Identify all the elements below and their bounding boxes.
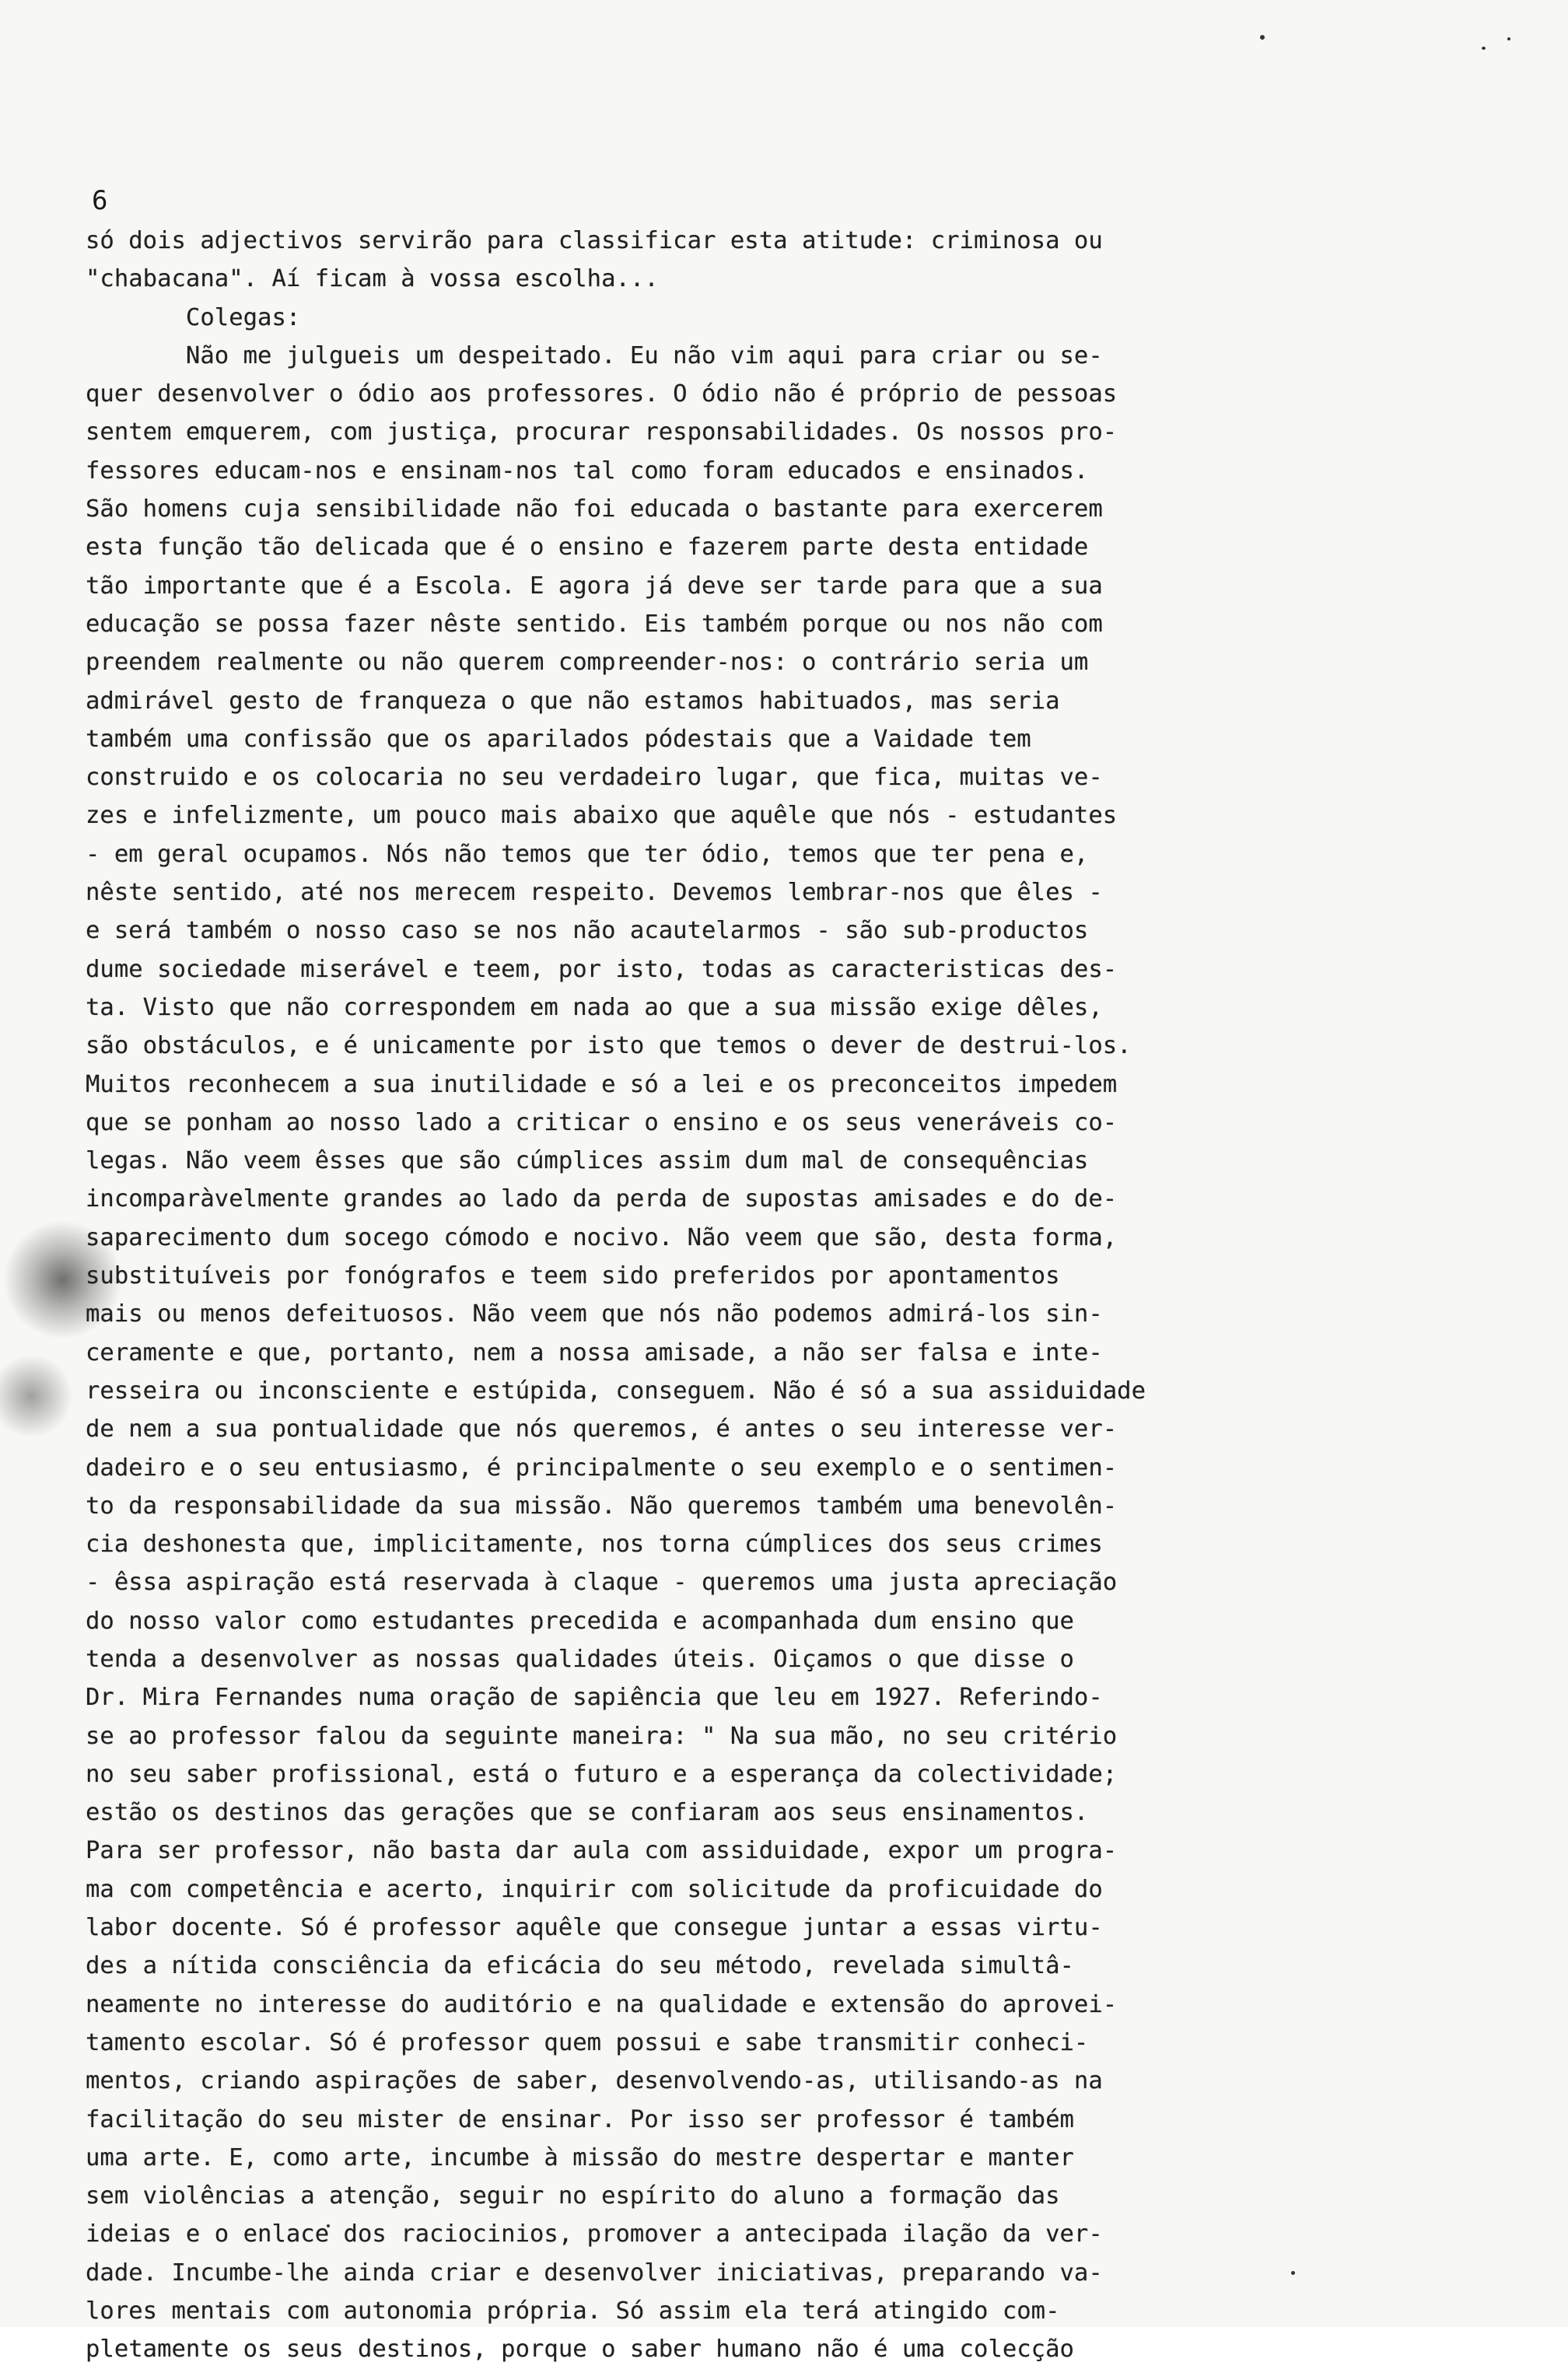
text-line: "chabacana". Aí ficam à vossa escolha... <box>86 265 659 293</box>
text-line: dade. Incumbe-lhe ainda criar e desenvolver iniciativas, preparando va- <box>86 2259 1103 2287</box>
text-line: uma arte. E, como arte, incumbe à missão do mestre despertar e manter <box>86 2143 1074 2171</box>
text-line: só dois adjectivos servirão para classificar esta atitude: criminosa ou <box>86 227 1103 254</box>
text-line: Dr. Mira Fernandes numa oração de sapiência que leu em 1927. Referindo- <box>86 1684 1103 1712</box>
text-line: ideias e o enlace dos raciocinios, promover a antecipada ilação da ver- <box>86 2220 1103 2248</box>
text-line: educação se possa fazer nêste sentido. Eis também porque ou nos não com <box>86 610 1103 638</box>
text-line: sem violências a atenção, seguir no espírito do aluno a formação das <box>86 2182 1060 2210</box>
text-line: se ao professor falou da seguinte maneira: " Na sua mão, no seu critério <box>86 1722 1118 1750</box>
text-line: de nem a sua pontualidade que nós queremos, é antes o seu interesse ver- <box>86 1415 1118 1443</box>
text-line: sentem emquerem, com justiça, procurar responsabilidades. Os nossos pro- <box>86 418 1118 446</box>
ink-speck <box>1260 35 1265 40</box>
text-line: lores mentais com autonomia própria. Só assim ela terá atingido com- <box>86 2297 1060 2325</box>
text-line: tenda a desenvolver as nossas qualidades úteis. Oiçamos o que disse o <box>86 1645 1074 1673</box>
text-line: São homens cuja sensibilidade não foi educada o bastante para exercerem <box>86 495 1103 523</box>
text-line: estão os destinos das gerações que se confiaram aos seus ensinamentos. <box>86 1799 1089 1827</box>
text-line: construido e os colocaria no seu verdadeiro lugar, que fica, muitas ve- <box>86 764 1103 792</box>
text-line: - êssa aspiração está reservada à claque - queremos uma justa apreciação <box>86 1569 1118 1597</box>
text-line: mais ou menos defeituosos. Não veem que nós não podemos admirá-los sin- <box>86 1300 1103 1328</box>
typed-text-body <box>86 222 1478 2369</box>
text-line: Para ser professor, não basta dar aula com assiduidade, expor um progra- <box>86 1837 1118 1865</box>
text-line: quer desenvolver o ódio aos professores. O ódio não é próprio de pessoas <box>86 380 1118 408</box>
text-line: no seu saber profissional, está o futuro e a esperança da colectividade; <box>86 1760 1118 1788</box>
text-line: mentos, criando aspirações de saber, desenvolvendo-as, utilisando-as na <box>86 2067 1103 2095</box>
text-line: cia deshonesta que, implicitamente, nos torna cúmplices dos seus crimes <box>86 1531 1103 1559</box>
text-line: Não me julgueis um despeitado. Eu não vim aqui para criar ou se- <box>86 341 1103 369</box>
text-line: dadeiro e o seu entusiasmo, é principalmente o seu exemplo e o sentimen- <box>86 1454 1118 1482</box>
text-line: ceramente e que, portanto, nem a nossa amisade, a não ser falsa e inte- <box>86 1338 1103 1366</box>
text-line: des a nítida consciência da eficácia do seu método, revelada simultâ- <box>86 1952 1074 1980</box>
text-line: legas. Não veem êsses que são cúmplices assim dum mal de consequências <box>86 1147 1089 1175</box>
text-line: Muitos reconhecem a sua inutilidade e só a lei e os preconceitos impedem <box>86 1070 1118 1098</box>
text-line: facilitação do seu mister de ensinar. Por isso ser professor é também <box>86 2105 1074 2133</box>
text-line: resseira ou inconsciente e estúpida, conseguem. Não é só a sua assiduidade <box>86 1377 1146 1405</box>
text-line: e será também o nosso caso se nos não acautelarmos - são sub-productos <box>86 917 1089 945</box>
text-line: ma com competência e acerto, inquirir com solicitude da proficuidade do <box>86 1875 1103 1903</box>
text-line: esta função tão delicada que é o ensino e fazerem parte desta entidade <box>86 534 1089 562</box>
text-line: que se ponham ao nosso lado a criticar o ensino e os seus veneráveis co- <box>86 1108 1118 1136</box>
text-line: são obstáculos, e é unicamente por isto que temos o dever de destrui-los. <box>86 1032 1132 1060</box>
text-line: substituíveis por fonógrafos e teem sido preferidos por apontamentos <box>86 1262 1060 1290</box>
text-line: do nosso valor como estudantes precedida e acompanhada dum ensino que <box>86 1607 1074 1635</box>
text-line: fessores educam-nos e ensinam-nos tal como foram educados e ensinados. <box>86 457 1089 485</box>
text-line: Colegas: <box>86 303 301 331</box>
text-line: to da responsabilidade da sua missão. Não queremos também uma benevolên- <box>86 1492 1118 1520</box>
text-line: preendem realmente ou não querem compreender-nos: o contrário seria um <box>86 649 1089 677</box>
ink-speck <box>1507 37 1510 40</box>
text-line: dume sociedade miserável e teem, por isto, todas as caracteristicas des- <box>86 955 1118 983</box>
text-line: incomparàvelmente grandes ao lado da perda de supostas amisades e do de- <box>86 1185 1118 1213</box>
text-line: pletamente os seus destinos, porque o saber humano não é uma colecção <box>86 2336 1074 2364</box>
page-number: 6 <box>92 185 108 216</box>
text-line: saparecimento dum socego cómodo e nocivo. Não veem que são, desta forma, <box>86 1223 1118 1251</box>
text-line: neamente no interesse do auditório e na qualidade e extensão do aprovei- <box>86 1990 1118 2018</box>
text-line: labor docente. Só é professor aquêle que consegue juntar a essas virtu- <box>86 1914 1103 1942</box>
text-line: zes e infelizmente, um pouco mais abaixo que aquêle que nós - estudantes <box>86 802 1118 830</box>
text-line: tão importante que é a Escola. E agora já deve ser tarde para que a sua <box>86 572 1103 600</box>
text-line: ta. Visto que não correspondem em nada ao que a sua missão exige dêles, <box>86 993 1103 1021</box>
text-line: tamento escolar. Só é professor quem possui e sabe transmitir conheci- <box>86 2028 1089 2056</box>
text-line: admirável gesto de franqueza o que não estamos habituados, mas seria <box>86 687 1060 715</box>
text-line: nêste sentido, até nos merecem respeito. Devemos lembrar-nos que êles - <box>86 879 1103 907</box>
ink-speck <box>1482 47 1486 50</box>
text-line: - em geral ocupamos. Nós não temos que ter ódio, temos que ter pena e, <box>86 840 1089 868</box>
text-line: também uma confissão que os aparilados pódestais que a Vaidade tem <box>86 725 1031 753</box>
